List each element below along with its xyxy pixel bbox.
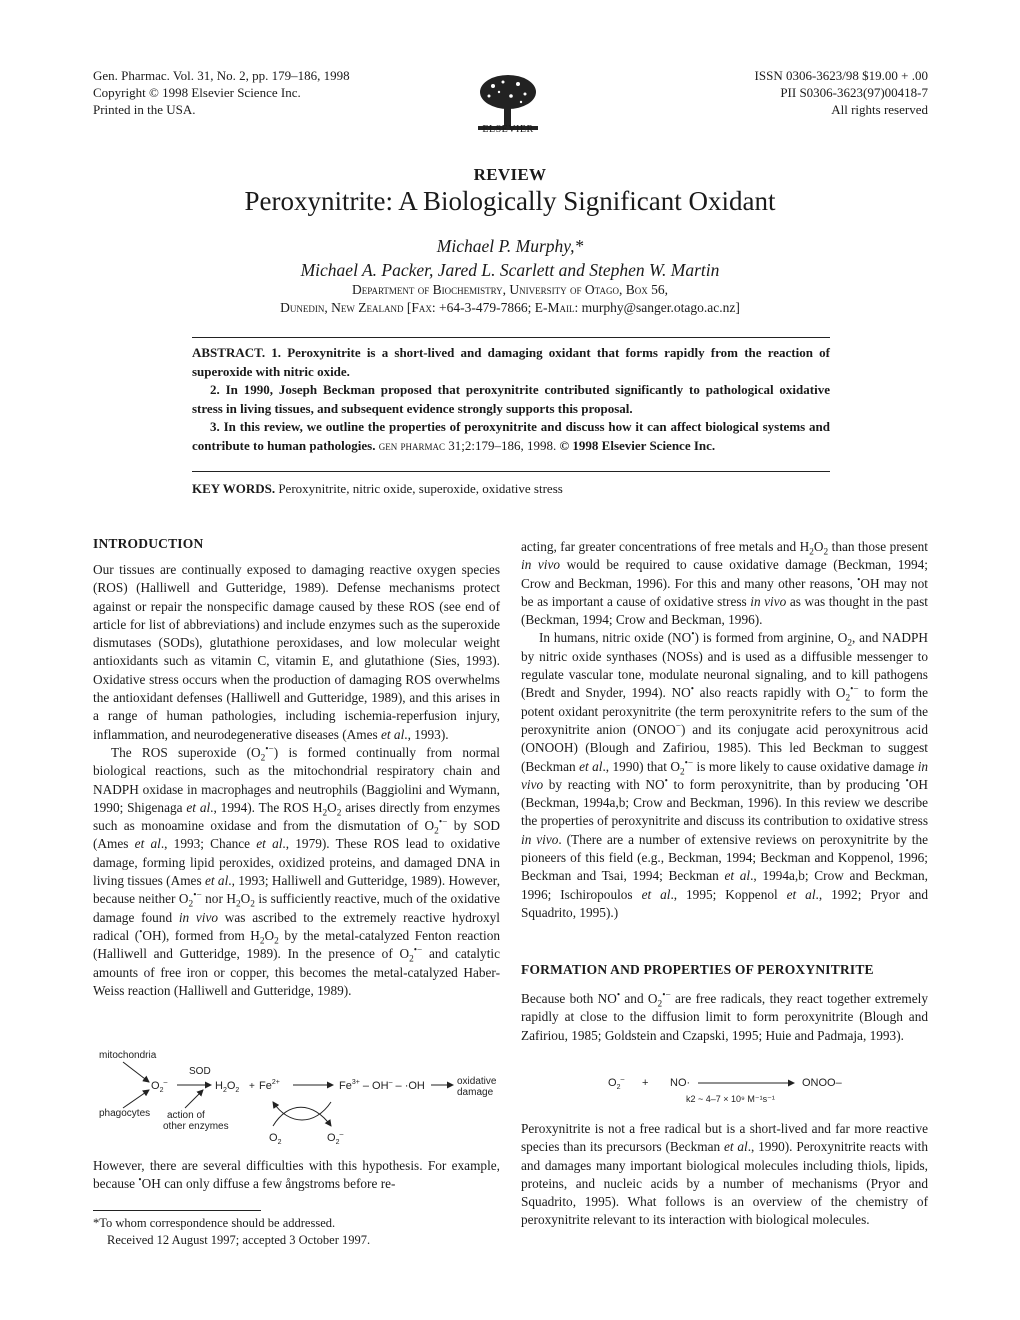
intro-paragraph-1: Our tissues are continually exposed to damaging reactive oxygen species (ROS) (Halliwell and Gutteridge, 1989). Defense mechanisms protect against or repair the nonspecific damage caused by these ROS (see end of article for list of abbreviations) and include enzymes such as the superoxide dismutases (SODs), glutathione peroxidases, and low molecular weight antioxidants such as vitamin C, vitamin E, and glutathione (Sies, 1993). Oxidative stress occurs when the production of damaging ROS overwhelms the antioxidant defenses (Halliwell and Gutteridge, 1989), and this arises in a range of human pathologies, including ischemia-reperfusion injury, inflammation, and neurodegenerative diseases (Ames et al., 1993). (93, 562, 500, 742)
header-printed-line: Printed in the USA. (93, 102, 196, 117)
haber-weiss-reaction-diagram (93, 1046, 503, 1146)
intro-paragraph-4: In humans, nitric oxide (NO•) is formed from arginine, $O_2$, and NADPH by nitric oxide synthases (NOSs) and is used as a diffusible messenger to regulate vascular tone, modulate neuronal signaling, and to kill pathogens (Bredt and Snyder, 1994). NO• also reacts rapidly with $O_2^{•-}$ to form the potent oxidant peroxynitrite (the term peroxynitrite refers to the sum of the peroxynitrite anion (ONOO−) and its conjugate acid peroxynitrous acid (ONOOH) (Blough and Zafiriou, 1985). This led Beckman to suggest (Beckman et al., 1990) that $O_2^{•-}$ is more likely to cause oxidative damage in vivo by reacting with NO• to form peroxynitrite, than by producing •OH (Beckman, 1994a,b; Crow and Beckman, 1996). In this review we describe the properties of peroxynitrite and discuss its contribution to oxidative stress in vivo. (There are a number of extensive reviews on peroxynitrite by the pioneers of this field (e.g., Beckman, 1994; Beckman and Koppenol, 1996; Beckman and Tsai, 1994; Beckman et al., 1994a,b; Crow and Beckman, 1996; Ischiropoulos et al., 1995; Koppenol et al., 1992; Pryor and Squadrito, 1995).) (521, 630, 929, 920)
abstract-point-2: 2. In 1990, Joseph Beckman proposed that peroxynitrite contributed significantly to pathological oxidative stress in living tissues, and subsequent evidence strongly supports this proposal. (192, 382, 830, 416)
diagram-fe3-products: $Fe^{3+} - OH^- - \cdot OH$ (339, 1079, 425, 1092)
equation-rate-constant: k2 ~ 4–7 × 10⁹ M⁻¹s⁻¹ (686, 1094, 775, 1104)
diagram-damage: damage (457, 1087, 494, 1098)
journal-citation-header (93, 67, 453, 118)
section-heading-introduction: INTRODUCTION (93, 536, 204, 551)
diagram-oxidative: oxidative (457, 1076, 497, 1087)
author-line-2: Michael A. Packer, Jared L. Scarlett and Stephen W. Martin (300, 260, 720, 280)
abstract-top-rule (192, 337, 830, 338)
abstract (192, 344, 830, 455)
affiliation-close: ] (735, 300, 740, 315)
issn-header (598, 67, 928, 118)
abstract-point-3-text: 3. In this review, we outline the properties of peroxynitrite and discuss how it can affect biological systems and contribute to human pathologies. (192, 419, 830, 453)
abstract-point-1: ABSTRACT. 1. Peroxynitrite is a short-lived and damaging oxidant that forms rapidly from the reaction of superoxide with nitric oxide. (192, 345, 830, 379)
diagram-plus: + (249, 1081, 255, 1092)
article-title: Peroxynitrite: A Biologically Significant Oxidant (244, 186, 776, 216)
equation-product: ONOO– (802, 1077, 842, 1089)
keywords-label: KEY WORDS. (192, 481, 276, 496)
intro-paragraph-3: However, there are several difficulties with this hypothesis. For example, because •OH can only diffuse a few ångstroms before re- (93, 1158, 500, 1192)
abstract-point-3 (192, 418, 830, 455)
equation-superoxide: $O_2^-$ (608, 1076, 625, 1091)
abstract-bottom-rule (192, 471, 830, 472)
equation-no: NO· (670, 1077, 691, 1089)
header-pii-line: PII S0306-3623(97)00418-7 (780, 85, 928, 100)
publisher-logo-text: ELSEVIER (482, 124, 534, 135)
footnote-rule (93, 1210, 261, 1211)
intro-body (93, 561, 500, 1000)
affiliation-address: Dunedin, New Zealand [Fax: +64-3-479-7866; E-Mail: (280, 300, 582, 315)
diagram-action-of: action of (167, 1110, 205, 1121)
formation-paragraph-1: Because both NO• and $O_2^{•-}$ are free radicals, they react together extremely rapidly at close to the diffusion limit to form peroxynitrite (Blough and Zafiriou, 1985; Goldstein and Czapski, 1995; Huie and Padmaja, 1993). (521, 990, 929, 1043)
header-copyright-line: Copyright © 1998 Elsevier Science Inc. (93, 85, 301, 100)
affiliation (0, 281, 1020, 317)
correspondence-note: *To whom correspondence should be addressed. (93, 1216, 336, 1230)
abstract-citation: gen pharmac 31;2:179–186, 1998. (378, 437, 557, 453)
formation-paragraph-2: Peroxynitrite is not a free radical but is a short-lived and far more reactive species than its precursors (Beckman et al., 1990). Peroxynitrite reacts with and damages many important biological molecules including thiols, lipids, proteins, and nucleic acids by a number of mechanisms (Pryor and Squadrito, 1995). What follows is an overview of the chemistry of peroxynitrite relevant to its interaction with biological molecules. (521, 1121, 929, 1228)
diagram-superoxide: $O_2^-$ (151, 1079, 168, 1094)
intro-paragraph-2: The ROS superoxide $(O_2^{•-})$ is formed continually from normal biological reactions, such as the mitochondrial respiratory chain and NADPH oxidase in macrophages and neutrophils (Baggiolini and Wymann, 1990; Shigenaga et al., 1994). The ROS $H_2O_2$ arises directly from enzymes such as monoamine oxidase and from the dismutation of $O_2^{•-}$ by SOD (Ames et al., 1993; Chance et al., 1979). These ROS lead to oxidative damage, forming lipid peroxides, oxidized proteins, and damaged DNA in living tissues (Ames et al., 1993; Halliwell and Gutteridge, 1989). However, because neither $O_2^{•-}$ nor $H_2O_2$ is sufficiently reactive, much of the oxidative damage found in vivo was ascribed to the extremely reactive hydroxyl radical (•OH), formed from $H_2O_2$ by the metal-catalyzed Fenton reaction (Halliwell and Gutteridge, 1989). In the presence of $O_2^{•-}$ and catalytic amounts of free iron or copper, this becomes the metal-catalyzed Haber-Weiss reaction (Halliwell and Gutteridge, 1989). (93, 744, 501, 998)
email-link[interactable]: murphy@sanger.otago.ac.nz (581, 300, 736, 315)
diagram-o2-radical-bottom: $O_2^-$ (327, 1131, 344, 1146)
header-issn-line: ISSN 0306-3623/98 $19.00 + .00 (754, 68, 928, 83)
section-heading-formation: FORMATION AND PROPERTIES OF PEROXYNITRITE (521, 962, 874, 977)
author-list (0, 234, 1020, 282)
abstract-copyright: © 1998 Elsevier Science Inc. (559, 437, 716, 453)
intro-paragraph-3-cont: acting, far greater concentrations of free metals and $H_2O_2$ than those present in vivo would be required to cause oxidative damage (Beckman, 1994; Crow and Beckman, 1996). For this and many other reasons, •OH may not be as important a cause of oxidative stress in vivo as was thought in the past (Beckman, 1994; Crow and Beckman, 1996). (521, 539, 928, 628)
diagram-other-enzymes: other enzymes (163, 1121, 229, 1132)
diagram-h2o2: $H_2O_2$ (215, 1080, 240, 1094)
diagram-o2-bottom: $O_2$ (269, 1132, 282, 1146)
header-rights-line: All rights reserved (831, 102, 928, 117)
keywords-text: Peroxynitrite, nitric oxide, superoxide, oxidative stress (278, 481, 563, 496)
affiliation-line-2 (0, 299, 1020, 317)
keywords (192, 481, 830, 497)
header-citation-line: Gen. Pharmac. Vol. 31, No. 2, pp. 179–186, 1998 (93, 68, 350, 83)
diagram-mitochondria: mitochondria (99, 1050, 157, 1061)
footnotes (93, 1215, 370, 1249)
affiliation-line-1: Department of Biochemistry, University of Otago, Box 56, (352, 282, 668, 297)
equation-plus: + (642, 1077, 649, 1089)
diagram-fe2: $Fe^{2+}$ (259, 1079, 280, 1092)
article-type: REVIEW (473, 165, 547, 184)
peroxynitrite-formation-equation (600, 1068, 860, 1108)
column-2-body (521, 538, 928, 922)
diagram-sod: SOD (189, 1066, 211, 1077)
diagram-phagocytes: phagocytes (99, 1108, 151, 1119)
author-line-1: Michael P. Murphy,* (436, 236, 584, 256)
received-dates: Received 12 August 1997; accepted 3 October 1997. (107, 1233, 371, 1247)
